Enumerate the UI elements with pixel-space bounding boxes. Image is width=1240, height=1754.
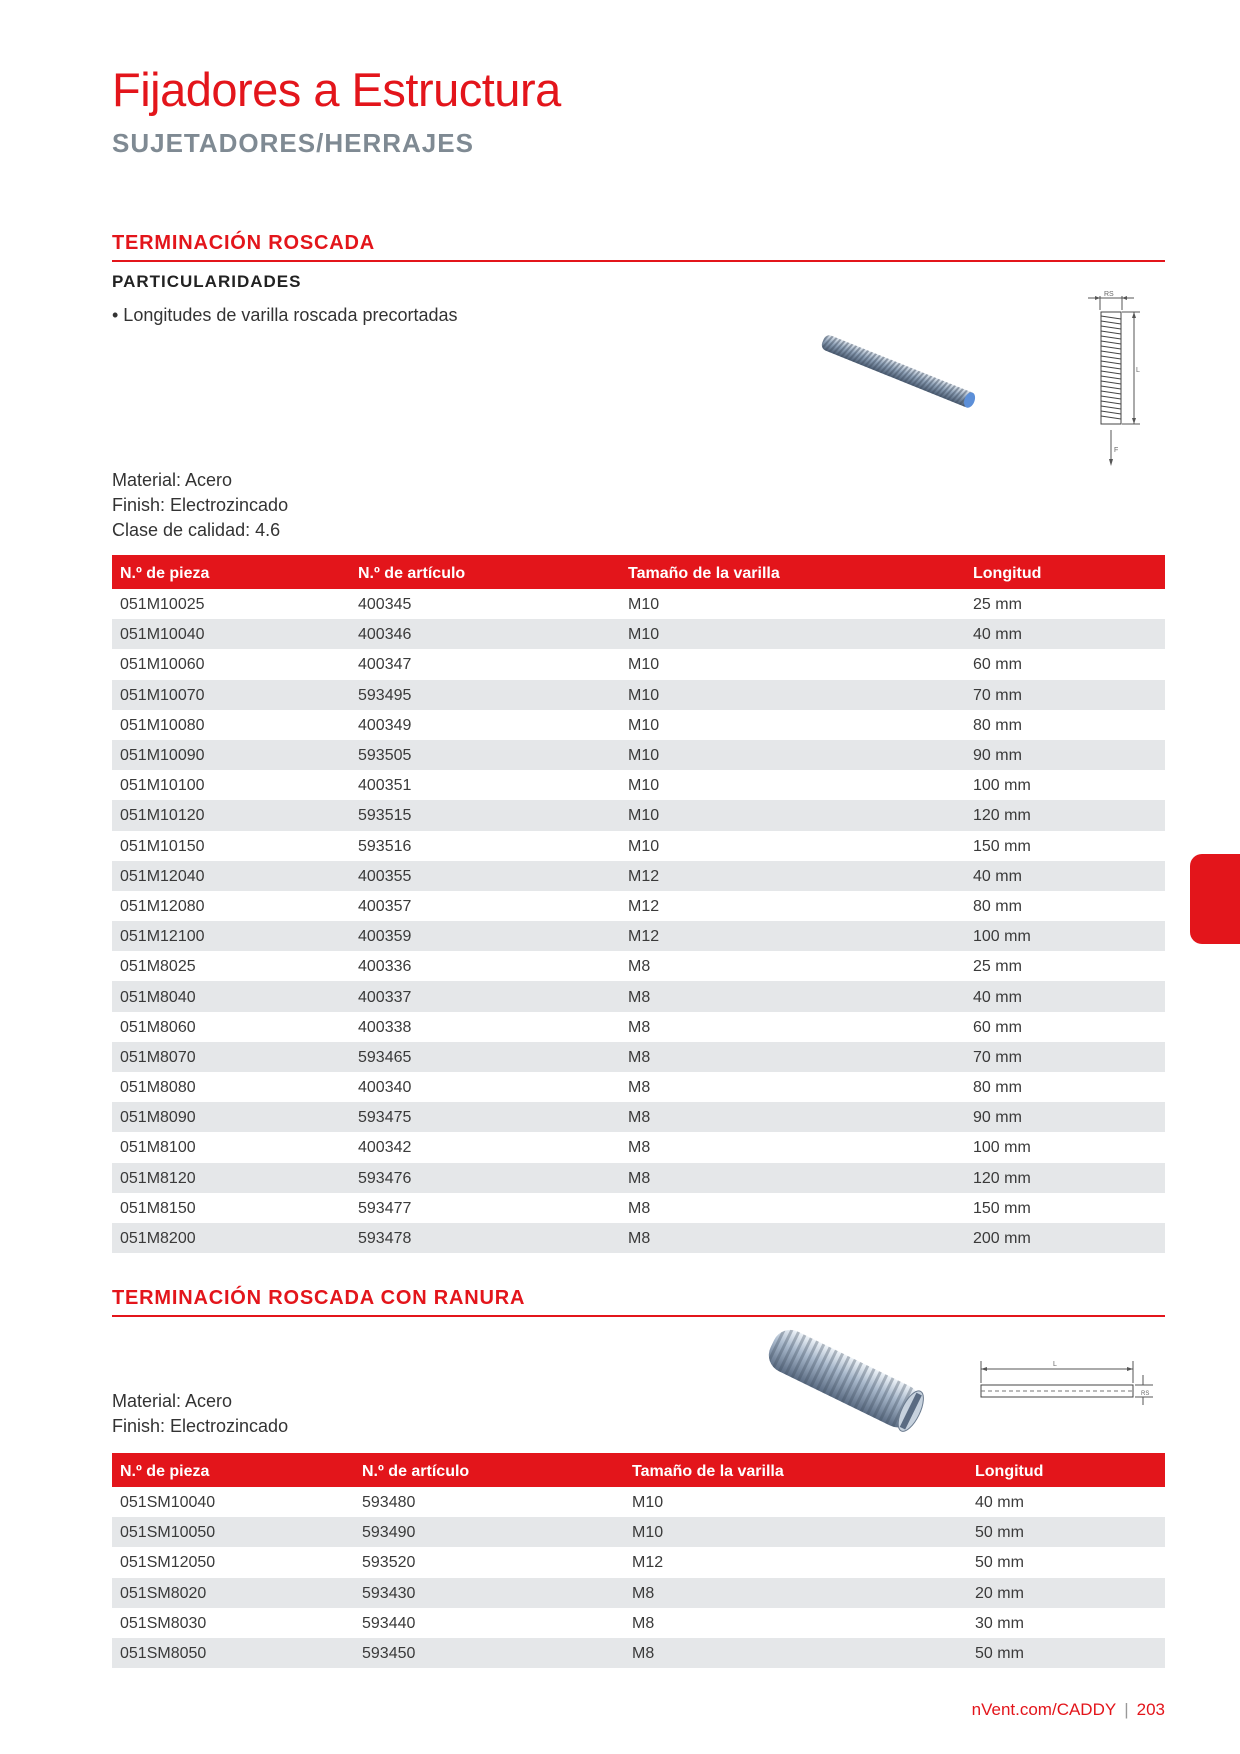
- cell-rod-size: M8: [620, 1163, 965, 1193]
- footer-site-link[interactable]: nVent.com/CADDY: [971, 1700, 1117, 1719]
- cell-article-number: 593450: [354, 1638, 624, 1668]
- cell-rod-size: M8: [620, 1223, 965, 1253]
- cell-length: 40 mm: [965, 861, 1165, 891]
- cell-part-number: 051M8080: [120, 1079, 196, 1097]
- cell-rod-size: M8: [620, 1102, 965, 1132]
- cell-length: 70 mm: [965, 680, 1165, 710]
- cell-article-number: 400346: [350, 619, 620, 649]
- cell-part-number: 051M8090: [112, 1102, 350, 1132]
- cell-rod-size: M10: [620, 740, 965, 770]
- cell-part-number: 051SM12050: [120, 1554, 216, 1572]
- cell-rod-size: M8: [620, 1042, 965, 1072]
- cell-part-number: 051M12080: [120, 897, 205, 915]
- cell-rod-size: M10: [628, 777, 660, 795]
- cell-rod-size: M10: [620, 619, 965, 649]
- table-row: [112, 1102, 1165, 1132]
- cell-part-number: 051SM8020: [112, 1578, 354, 1608]
- cell-length: 80 mm: [973, 897, 1022, 915]
- section-heading-threaded-end: TERMINACIÓN ROSCADA: [112, 232, 1165, 262]
- cell-article-number: 593515: [350, 800, 620, 830]
- table-row: [112, 1132, 1165, 1162]
- table-row: [112, 1163, 1165, 1193]
- table-row: [112, 619, 1165, 649]
- cell-part-number: 051SM10050: [112, 1517, 354, 1547]
- cell-article-number: 593476: [350, 1163, 620, 1193]
- table-row: [112, 589, 1165, 619]
- page-subtitle: SUJETADORES/HERRAJES: [112, 128, 474, 158]
- col-header-part-number: N.º de pieza: [112, 1453, 354, 1487]
- table-header-row: [112, 555, 1165, 589]
- table-row: [112, 891, 1165, 921]
- footer-separator: |: [1124, 1700, 1129, 1719]
- cell-length: 40 mm: [965, 619, 1165, 649]
- section-heading-slotted-threaded-end: TERMINACIÓN ROSCADA CON RANURA: [112, 1287, 1165, 1317]
- table-row: [112, 1042, 1165, 1072]
- cell-rod-size: M8: [628, 1018, 651, 1036]
- table-row: [112, 1193, 1165, 1223]
- cell-part-number: 051M10120: [112, 800, 350, 830]
- page-number: 203: [1136, 1700, 1165, 1719]
- cell-article-number: 593475: [350, 1102, 620, 1132]
- cell-length: 80 mm: [973, 716, 1022, 734]
- table-row: [112, 951, 1165, 981]
- cell-length: 100 mm: [973, 1139, 1031, 1157]
- cell-rod-size: M8: [624, 1578, 967, 1608]
- cell-rod-size: M12: [628, 897, 660, 915]
- cell-article-number: 593430: [354, 1578, 624, 1608]
- cell-part-number: 051M10060: [120, 656, 205, 674]
- table-row: [112, 861, 1165, 891]
- cell-length: 150 mm: [973, 1199, 1031, 1217]
- cell-part-number: 051M10150: [120, 837, 205, 855]
- cell-article-number: 400342: [358, 1139, 412, 1157]
- diagram-label-rs: RS: [1141, 1391, 1150, 1397]
- cell-rod-size: M12: [620, 921, 965, 951]
- cell-rod-size: M10: [624, 1517, 967, 1547]
- cell-rod-size: M12: [620, 861, 965, 891]
- cell-length: 150 mm: [973, 837, 1031, 855]
- cell-length: 20 mm: [967, 1578, 1165, 1608]
- grade-text: Clase de calidad: 4.6: [112, 520, 281, 540]
- col-header-length: Longitud: [965, 555, 1165, 589]
- col-header-article-number: N.º de artículo: [354, 1453, 624, 1487]
- finish-text: Finish: Electrozincado: [112, 495, 289, 515]
- cell-part-number: 051M10100: [120, 777, 205, 795]
- cell-part-number: 051SM8030: [120, 1614, 207, 1632]
- cell-rod-size: M10: [628, 837, 660, 855]
- cell-part-number: 051M10080: [120, 716, 205, 734]
- cell-article-number: 400337: [350, 981, 620, 1011]
- cell-rod-size: M8: [628, 1079, 651, 1097]
- cell-part-number: 051M8025: [120, 958, 196, 976]
- table-row: [112, 680, 1165, 710]
- table-row: [112, 770, 1165, 800]
- cell-length: 90 mm: [965, 1102, 1165, 1132]
- table-row: [112, 1223, 1165, 1253]
- table-row: [112, 710, 1165, 740]
- cell-part-number: 051M10040: [112, 619, 350, 649]
- cell-part-number: 051M10090: [112, 740, 350, 770]
- cell-rod-size: M10: [620, 800, 965, 830]
- cell-part-number: 051SM10040: [120, 1494, 216, 1512]
- table-row: [112, 1638, 1165, 1668]
- slotted-rod-table: [112, 1453, 1165, 1668]
- cell-article-number: 593478: [350, 1223, 620, 1253]
- cell-length: 30 mm: [975, 1614, 1024, 1632]
- cell-rod-size: M10: [632, 1494, 664, 1512]
- cell-article-number: 400351: [358, 777, 412, 795]
- table-row: [112, 981, 1165, 1011]
- slotted-rod-dimension-drawing: [975, 1355, 1155, 1405]
- cell-length: 100 mm: [973, 777, 1031, 795]
- cell-part-number: 051M8040: [112, 981, 350, 1011]
- diagram-label-l: L: [1136, 367, 1140, 374]
- section-side-tab: [1190, 854, 1240, 944]
- spec-block: [112, 468, 288, 543]
- cell-article-number: 400357: [358, 897, 412, 915]
- cell-length: 50 mm: [967, 1517, 1165, 1547]
- cell-length: 120 mm: [965, 1163, 1165, 1193]
- cell-rod-size: M8: [628, 1199, 651, 1217]
- cell-length: 50 mm: [975, 1554, 1024, 1572]
- cell-rod-size: M10: [620, 680, 965, 710]
- cell-length: 70 mm: [965, 1042, 1165, 1072]
- col-header-rod-size: Tamaño de la varilla: [620, 555, 965, 589]
- table-row: [112, 740, 1165, 770]
- cell-rod-size: M8: [620, 981, 965, 1011]
- cell-article-number: 593480: [362, 1494, 416, 1512]
- col-header-article-number: N.º de artículo: [350, 555, 620, 589]
- cell-rod-size: M10: [628, 716, 660, 734]
- cell-rod-size: M10: [628, 656, 660, 674]
- cell-article-number: 400349: [358, 716, 412, 734]
- table-row: [112, 831, 1165, 861]
- cell-part-number: 051M8100: [120, 1139, 196, 1157]
- finish-text: Finish: Electrozincado: [112, 1416, 289, 1436]
- cell-article-number: 400345: [358, 596, 412, 614]
- cell-article-number: 400355: [350, 861, 620, 891]
- cell-length: 40 mm: [965, 981, 1165, 1011]
- cell-article-number: 400336: [358, 958, 412, 976]
- cell-article-number: 593495: [350, 680, 620, 710]
- cell-article-number: 593440: [362, 1614, 416, 1632]
- cell-length: 50 mm: [967, 1638, 1165, 1668]
- threaded-rod-image: [815, 328, 985, 416]
- page-footer: [972, 1700, 1165, 1720]
- table-row: [112, 1578, 1165, 1608]
- cell-part-number: 051M12040: [112, 861, 350, 891]
- threaded-rod-dimension-drawing: [1078, 288, 1148, 473]
- cell-rod-size: M8: [624, 1638, 967, 1668]
- cell-part-number: 051M10070: [112, 680, 350, 710]
- cell-rod-size: M12: [632, 1554, 664, 1572]
- col-header-rod-size: Tamaño de la varilla: [624, 1453, 967, 1487]
- cell-article-number: 593477: [358, 1199, 412, 1217]
- cell-article-number: 593516: [358, 837, 412, 855]
- table-row: [112, 1487, 1165, 1517]
- cell-article-number: 400347: [358, 656, 412, 674]
- cell-part-number: 051M8120: [112, 1163, 350, 1193]
- table-row: [112, 1012, 1165, 1042]
- diagram-label-f: F: [1114, 447, 1119, 454]
- cell-article-number: 593520: [362, 1554, 416, 1572]
- table-row: [112, 1072, 1165, 1102]
- cell-length: 200 mm: [965, 1223, 1165, 1253]
- col-header-length: Longitud: [967, 1453, 1165, 1487]
- table-row: [112, 800, 1165, 830]
- cell-rod-size: M10: [628, 596, 660, 614]
- cell-article-number: 400359: [350, 921, 620, 951]
- cell-rod-size: M8: [628, 1139, 651, 1157]
- diagram-label-l: L: [1053, 1361, 1057, 1368]
- cell-length: 100 mm: [965, 921, 1165, 951]
- material-text: Material: Acero: [112, 470, 233, 490]
- spec-block-2: [112, 1389, 288, 1439]
- cell-part-number: 051M10025: [120, 596, 205, 614]
- cell-part-number: 051M12100: [112, 921, 350, 951]
- cell-part-number: 051SM8050: [112, 1638, 354, 1668]
- cell-length: 80 mm: [973, 1079, 1022, 1097]
- table-row: [112, 1517, 1165, 1547]
- cell-rod-size: M8: [632, 1614, 655, 1632]
- cell-article-number: 400338: [358, 1018, 412, 1036]
- cell-length: 40 mm: [975, 1494, 1024, 1512]
- table-row: [112, 921, 1165, 951]
- table-row: [112, 1547, 1165, 1577]
- cell-article-number: 593465: [350, 1042, 620, 1072]
- table-row: [112, 1608, 1165, 1638]
- cell-article-number: 593505: [350, 740, 620, 770]
- cell-length: 120 mm: [965, 800, 1165, 830]
- cell-length: 25 mm: [973, 958, 1022, 976]
- cell-part-number: 051M8060: [120, 1018, 196, 1036]
- material-text: Material: Acero: [112, 1391, 233, 1411]
- cell-part-number: 051M8070: [112, 1042, 350, 1072]
- diagram-label-rs: RS: [1104, 291, 1114, 298]
- table-row: [112, 649, 1165, 679]
- cell-length: 60 mm: [973, 1018, 1022, 1036]
- slotted-rod-image: [760, 1325, 935, 1435]
- cell-part-number: 051M8150: [120, 1199, 196, 1217]
- cell-length: 90 mm: [965, 740, 1165, 770]
- threaded-rod-table: [112, 555, 1165, 1253]
- cell-length: 60 mm: [973, 656, 1022, 674]
- table-header-row: [112, 1453, 1165, 1487]
- feature-bullet: • Longitudes de varilla roscada precortadas: [112, 305, 458, 325]
- page-title: Fijadores a Estructura: [112, 63, 561, 116]
- cell-article-number: 400340: [358, 1079, 412, 1097]
- cell-article-number: 593490: [354, 1517, 624, 1547]
- features-heading: PARTICULARIDADES: [112, 272, 302, 291]
- cell-length: 25 mm: [973, 596, 1022, 614]
- col-header-part-number: N.º de pieza: [112, 555, 350, 589]
- cell-part-number: 051M8200: [112, 1223, 350, 1253]
- cell-rod-size: M8: [628, 958, 651, 976]
